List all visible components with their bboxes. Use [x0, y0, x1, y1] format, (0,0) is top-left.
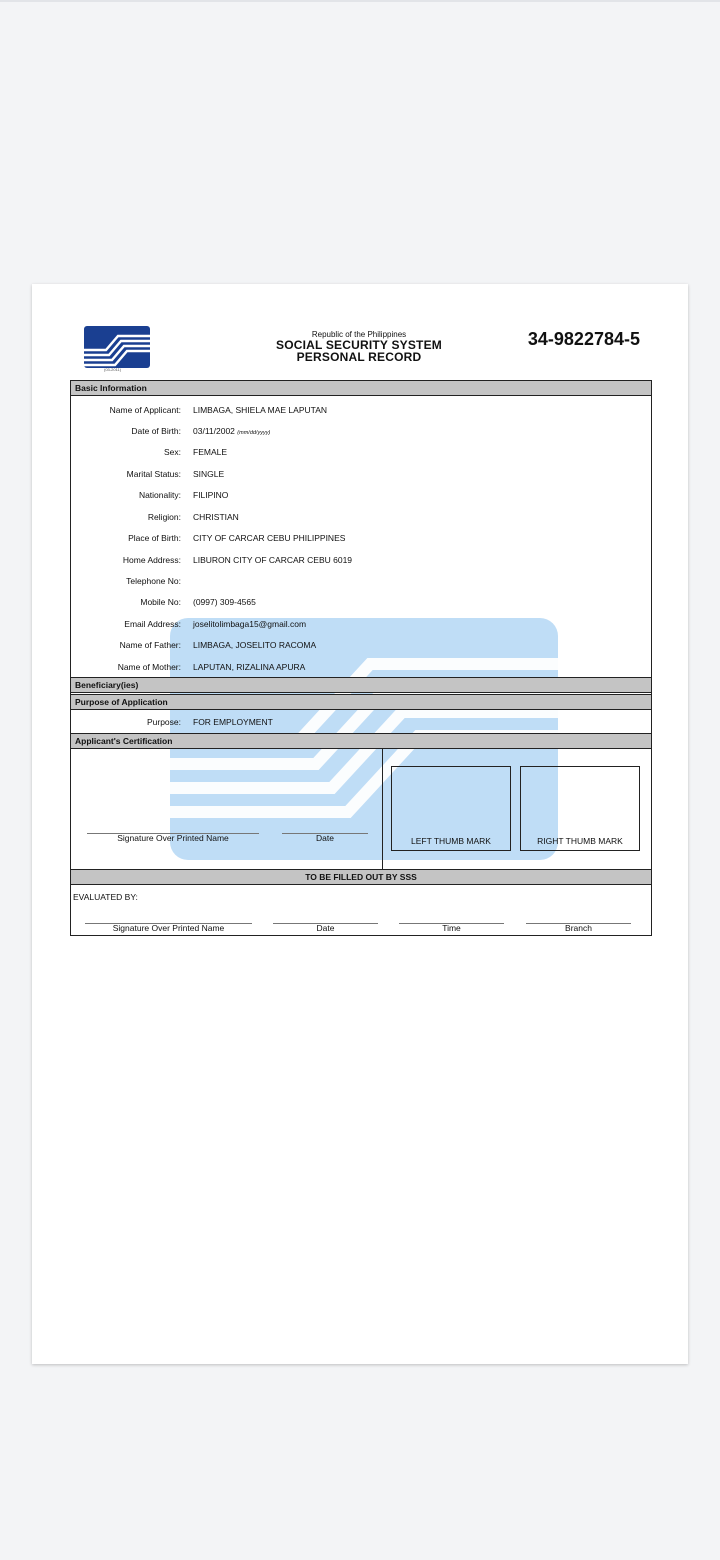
- field-value: FILIPINO: [193, 490, 229, 500]
- field-value: CITY OF CARCAR CEBU PHILIPPINES: [193, 533, 346, 543]
- field-label: Marital Status:: [126, 469, 181, 479]
- field-label: Mobile No:: [140, 597, 181, 607]
- date-format-hint: (mm/dd/yyyy): [237, 430, 271, 436]
- ss-number: 34-9822784-5: [527, 329, 640, 349]
- field-value: SINGLE: [193, 469, 225, 479]
- left-thumb-caption: LEFT THUMB MARK: [411, 836, 491, 846]
- section-purpose: Purpose of Application: [71, 694, 651, 710]
- field-value: joselitolimbaga15@gmail.com: [193, 619, 307, 629]
- purpose-label: Purpose:: [146, 717, 181, 727]
- field-label: Home Address:: [122, 555, 181, 565]
- sss-date-caption: Date: [316, 923, 335, 933]
- field-value: [193, 426, 270, 436]
- date-caption: Date: [316, 833, 334, 843]
- personal-record-form: [70, 380, 652, 936]
- field-value: LAPUTAN, RIZALINA APURA: [193, 662, 306, 672]
- field-label: Place of Birth:: [128, 533, 181, 543]
- field-label: Date of Birth:: [131, 426, 181, 436]
- field-value: (0997) 309-4565: [193, 597, 256, 607]
- field-value: LIBURON CITY OF CARCAR CEBU 6019: [193, 555, 353, 565]
- form-header: [192, 330, 526, 363]
- field-label: Telephone No:: [126, 576, 181, 586]
- form-title: PERSONAL RECORD: [296, 350, 422, 364]
- date-of-birth-value: 03/11/2002: [193, 426, 235, 436]
- field-label: Email Address:: [124, 619, 181, 629]
- right-thumb-caption: RIGHT THUMB MARK: [537, 836, 623, 846]
- section-to-be-filled-by-sss: TO BE FILLED OUT BY SSS: [71, 869, 651, 885]
- field-label: Name of Mother:: [117, 662, 181, 672]
- document-page: [32, 284, 688, 1364]
- field-value: LIMBAGA, JOSELITO RACOMA: [193, 640, 317, 650]
- section-applicants-certification: Applicant's Certification: [71, 733, 651, 749]
- field-label: Name of Father:: [119, 640, 181, 650]
- section-basic-information: Basic Information: [71, 380, 651, 396]
- field-value: CHRISTIAN: [193, 512, 239, 522]
- sss-logo-icon: [84, 326, 150, 368]
- right-thumb-mark-box: [520, 766, 640, 851]
- section-beneficiaries: Beneficiary(ies): [71, 677, 651, 693]
- field-label: Sex:: [163, 447, 181, 457]
- agency-title: SOCIAL SECURITY SYSTEM: [276, 338, 442, 352]
- field-label: Name of Applicant:: [109, 405, 181, 415]
- field-value: LIMBAGA, SHIELA MAE LAPUTAN: [193, 405, 327, 415]
- signature-caption: Signature Over Printed Name: [117, 833, 229, 843]
- purpose-value: FOR EMPLOYMENT: [193, 717, 273, 727]
- republic-line: Republic of the Philippines: [311, 330, 407, 339]
- viewer-top-edge: [0, 0, 720, 2]
- sss-branch-caption: Branch: [565, 923, 592, 933]
- certification-divider: [382, 749, 383, 869]
- left-thumb-mark-box: [391, 766, 511, 851]
- field-value: FEMALE: [193, 447, 228, 457]
- sss-time-caption: Time: [442, 923, 461, 933]
- sss-signature-caption: Signature Over Printed Name: [112, 923, 225, 933]
- logo-caption: (03-2011): [104, 367, 122, 372]
- field-label: Religion:: [147, 512, 181, 522]
- evaluated-by-label: EVALUATED BY:: [73, 892, 138, 902]
- field-label: Nationality:: [138, 490, 181, 500]
